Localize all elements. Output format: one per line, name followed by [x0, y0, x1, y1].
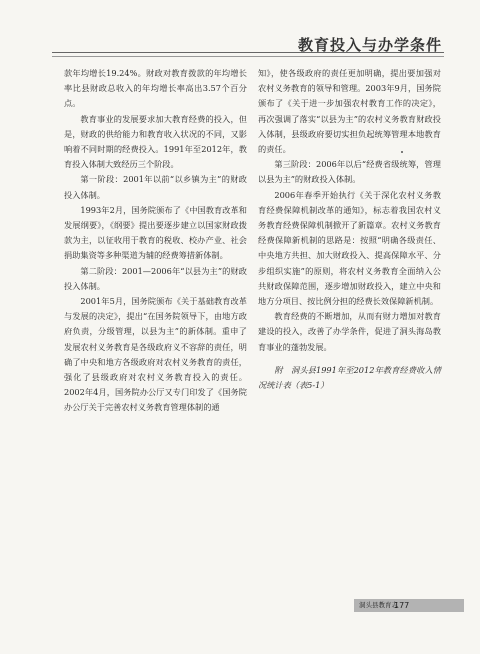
stage-heading: 第三阶段：2006年以后“经费省级统筹，管理以县为主”的财政投入体制。: [258, 159, 441, 185]
left-column: [64, 66, 247, 416]
paragraph: 2006年春季开始执行《关于深化农村义务教育经费保障机制改革的通知》，标志着我国农村义务教育经费保障机制掀开了新篇章。农村义务教育经费保障新机制的思路是：按照“明确各级责任、中央地方共担、加大财政投入、提高保障水平、分步组织实施”的原则，将农村义务教育全面纳入公共财政保障范围，逐步增加财政投入，建立中央和地方分项目、按比例分担的经费长效保障新机制。: [258, 189, 441, 307]
page-number: 177: [394, 601, 410, 610]
book-title: 洞头县教育志: [359, 601, 398, 609]
paragraph: 2001年5月，国务院颁布《关于基础教育改革与发展的决定》，提出“在国务院领导下，由地方政府负责，分级管理，以县为主”的新体制。重申了发展农村义务教育是各级政府义不容辞的责任，明确了中央和地方各级政府对农村义务教育的责任，强化了县级政府对农村义务教育投入的责任。2002年4月，国务院办公厅又专门印发了《国务院办公厅关于完善农村义务教育管理体制的通: [64, 296, 247, 413]
paragraph: 知》，使各级政府的责任更加明确，提出要加强对农村义务教育的领导和管理。2003年9月，国务院颁布了《关于进一步加强农村教育工作的决定》，再次强调了落实“以县为主”的农村义务教育财政投入体制，县级政府要切实担负起统筹管理本地教育的责任。: [258, 68, 441, 155]
paragraph: 教育事业的发展要求加大教育经费的投入，但是，财政的供给能力和教育收入状况的不同，又影响着不同时期的经费投入。1991年至2012年，教育投入体制大致经历三个阶段。: [64, 113, 247, 170]
stage-heading: 第二阶段：2001—2006年“以县为主”的财政投入体制。: [64, 265, 247, 291]
paragraph: 教育经费的不断增加，从而有财力增加对教育建设的投入，改善了办学条件，促进了洞头海岛教育事业的蓬勃发展。: [258, 311, 441, 352]
right-column: [258, 66, 441, 393]
paragraph: 款年均增长19.24%。财政对教育拨款的年均增长率比县财政总收入的年均增长率高出3.57个百分点。: [64, 68, 247, 109]
chapter-title: 教育投入与办学条件: [297, 36, 442, 54]
header-rule: [52, 52, 444, 53]
stage-heading: 第一阶段：2001年以前“以乡镇为主”的财政投入体制。: [64, 174, 247, 200]
appendix-note: 附 洞头县1991年至2012年教育经费收入情况统计表（表5-1）: [258, 364, 441, 391]
header-rule-thin: [52, 56, 444, 57]
paragraph: 1993年2月，国务院颁布了《中国教育改革和发展纲要》，《纲要》提出要逐步建立以国家财政拨款为主，以征收用于教育的税收、校办产业、社会捐助集资等多种渠道为辅的经费筹措新体制。: [64, 204, 247, 261]
ink-speck: [401, 151, 403, 153]
